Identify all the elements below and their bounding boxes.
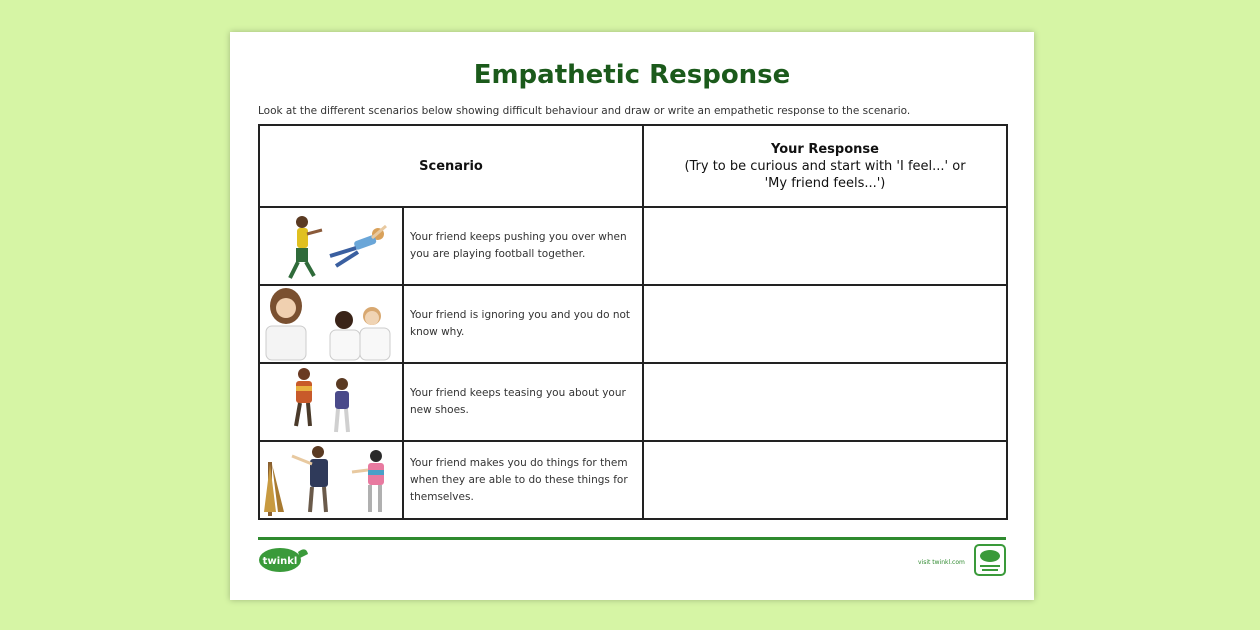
table-header-row	[259, 125, 1007, 207]
bossing-illustration	[259, 441, 403, 519]
table-row	[259, 363, 1007, 441]
scenario-text: Your friend keeps teasing you about your new shoes.	[403, 363, 643, 441]
twinkl-logo	[258, 544, 310, 574]
table-row	[259, 441, 1007, 519]
response-header-hint-line2: 'My friend feels...')	[764, 175, 886, 191]
response-box[interactable]	[643, 363, 1007, 441]
pushing-illustration	[259, 207, 403, 285]
worksheet-title: Empathetic Response	[473, 60, 791, 90]
twinkl-badge-icon	[973, 543, 1007, 577]
scenario-header: Scenario	[259, 125, 643, 207]
table-row	[259, 285, 1007, 363]
table-row	[259, 207, 1007, 285]
worksheet-page	[230, 32, 1034, 600]
response-header-hint-line1: (Try to be curious and start with 'I feel...' or	[684, 158, 966, 174]
svg-text:twinkl: twinkl	[262, 556, 298, 567]
footer-url: visit twinkl.com	[918, 559, 965, 566]
scenario-text: Your friend keeps pushing you over when you are playing football together.	[403, 207, 643, 285]
response-header-title: Your Response	[771, 141, 879, 157]
response-header	[643, 125, 1007, 207]
scenario-table	[258, 124, 1008, 520]
response-box[interactable]	[643, 207, 1007, 285]
worksheet-instructions: Look at the different scenarios below showing difficult behaviour and draw or write an empathetic response to the scenario.	[258, 105, 911, 117]
response-box[interactable]	[643, 441, 1007, 519]
scenario-text: Your friend is ignoring you and you do not know why.	[403, 285, 643, 363]
footer-divider	[258, 537, 1006, 540]
response-box[interactable]	[643, 285, 1007, 363]
ignoring-illustration	[259, 285, 403, 363]
scenario-text: Your friend makes you do things for them when they are able to do these things for themselves.	[403, 441, 643, 519]
teasing-illustration	[259, 363, 403, 441]
